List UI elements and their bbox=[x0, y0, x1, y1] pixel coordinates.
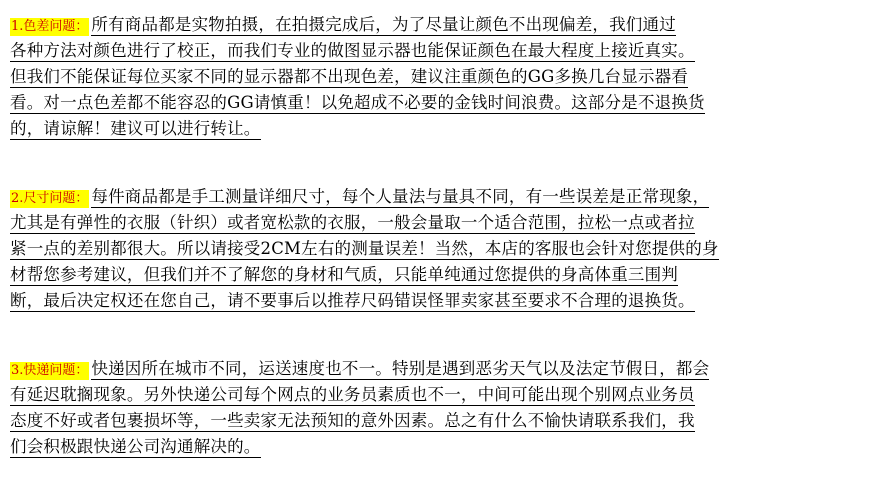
text-line bbox=[10, 288, 770, 314]
text-line bbox=[10, 262, 770, 288]
section-delivery bbox=[10, 356, 770, 460]
text-line bbox=[10, 116, 770, 142]
text-line bbox=[10, 236, 770, 262]
line-text: 看。对一点色差都不能容忍的GG请慎重！以免超成不必要的金钱时间浪费。这部分是不退换货 bbox=[10, 93, 705, 112]
line-text: 态度不好或者包裹损坏等，一些卖家无法预知的意外因素。总之有什么不愉快请联系我们，我 bbox=[10, 411, 695, 430]
section-heading: 2.尺寸问题： bbox=[11, 191, 89, 206]
section-heading: 3.快递问题： bbox=[11, 363, 89, 378]
text-line bbox=[10, 408, 770, 434]
line-text: 所有商品都是实物拍摄，在拍摄完成后，为了尽量让颜色不出现偏差，我们通过 bbox=[91, 15, 676, 34]
line-text: 们会积极跟快递公司沟通解决的。 bbox=[10, 437, 261, 456]
notice-document bbox=[10, 12, 770, 460]
line-text: 各种方法对颜色进行了校正，而我们专业的做图显示器也能保证颜色在最大程度上接近真实。 bbox=[10, 41, 695, 60]
line-text: 有延迟耽搁现象。另外快递公司每个网点的业务员素质也不一，中间可能出现个别网点业务员 bbox=[10, 385, 695, 404]
line-text: 材帮您参考建议，但我们并不了解您的身材和气质，只能单纯通过您提供的身高体重三围判 bbox=[10, 265, 678, 284]
text-line bbox=[10, 210, 770, 236]
text-line bbox=[10, 64, 770, 90]
section-color-difference bbox=[10, 12, 770, 142]
line-text: 但我们不能保证每位买家不同的显示器都不出现色差，建议注重颜色的GG多换几台显示器看 bbox=[10, 67, 689, 86]
line-text: 的，请谅解！建议可以进行转让。 bbox=[10, 119, 261, 138]
text-line bbox=[10, 434, 770, 460]
text-line bbox=[10, 38, 770, 64]
section-size bbox=[10, 184, 770, 314]
line-text: 每件商品都是手工测量详细尺寸，每个人量法与量具不同，有一些误差是正常现象， bbox=[91, 187, 710, 206]
text-line bbox=[10, 356, 770, 382]
section-heading: 1.色差问题： bbox=[11, 19, 89, 34]
text-line bbox=[10, 90, 770, 116]
line-text: 紧一点的差别都很大。所以请接受2CM左右的测量误差！当然，本店的客服也会针对您提供的身 bbox=[10, 239, 719, 258]
line-text: 快递因所在城市不同，运送速度也不一。特别是遇到恶劣天气以及法定节假日，都会 bbox=[91, 359, 710, 378]
line-text: 尤其是有弹性的衣服（针织）或者宽松款的衣服，一般会量取一个适合范围，拉松一点或者拉 bbox=[10, 213, 695, 232]
text-line bbox=[10, 184, 770, 210]
text-line bbox=[10, 12, 770, 38]
text-line bbox=[10, 382, 770, 408]
line-text: 断，最后决定权还在您自己，请不要事后以推荐尺码错误怪罪卖家甚至要求不合理的退换货。 bbox=[10, 291, 695, 310]
